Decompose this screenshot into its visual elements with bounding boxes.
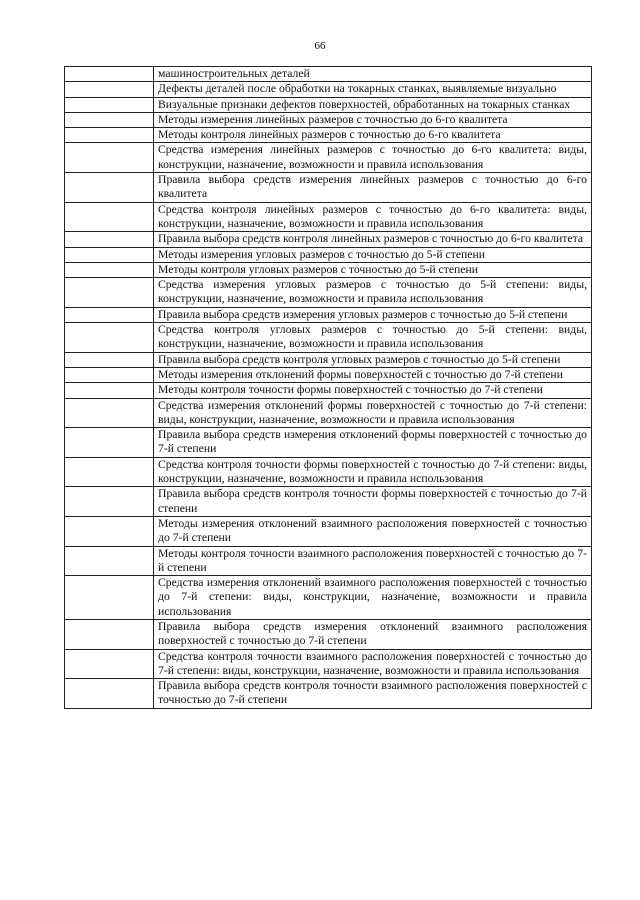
left-cell: [65, 97, 154, 112]
table-row: [65, 649, 592, 679]
left-cell: [65, 619, 154, 649]
left-cell: [65, 82, 154, 97]
left-cell: [65, 143, 154, 173]
left-cell: [65, 398, 154, 428]
table-row: [65, 173, 592, 203]
table-row: [65, 128, 592, 143]
row-text: Средства контроля угловых размеров с точностью до 5-й степени: виды, конструкции, назначение, возможности и правила использования: [154, 323, 592, 353]
table-row: [65, 576, 592, 620]
table-row: [65, 202, 592, 232]
table-row: [65, 679, 592, 709]
left-cell: [65, 67, 154, 82]
left-cell: [65, 307, 154, 322]
table-row: [65, 232, 592, 247]
left-cell: [65, 232, 154, 247]
left-cell: [65, 247, 154, 262]
row-text: Средства контроля точности взаимного расположения поверхностей с точностью до 7-й степени: виды, конструкции, назначение, возможности и правила использования: [154, 649, 592, 679]
left-cell: [65, 262, 154, 277]
left-cell: [65, 128, 154, 143]
knowledge-table: [64, 66, 592, 709]
table-body: [65, 67, 592, 709]
row-text: Средства контроля точности формы поверхностей с точностью до 7-й степени: виды, конструкции, назначение, возможности и правила использования: [154, 457, 592, 487]
table-row: [65, 323, 592, 353]
table-row: [65, 398, 592, 428]
table-row: [65, 112, 592, 127]
row-text: Правила выбора средств контроля линейных размеров с точностью до 6-го квалитета: [154, 232, 592, 247]
table-row: [65, 262, 592, 277]
table-row: [65, 487, 592, 517]
table-row: [65, 546, 592, 576]
left-cell: [65, 202, 154, 232]
row-text: Дефекты деталей после обработки на токарных станках, выявляемые визуально: [154, 82, 592, 97]
table-row: [65, 383, 592, 398]
table-row: [65, 307, 592, 322]
row-text: Правила выбора средств контроля точности формы поверхностей с точностью до 7-й степени: [154, 487, 592, 517]
row-text: Правила выбора средств измерения угловых размеров с точностью до 5-й степени: [154, 307, 592, 322]
left-cell: [65, 173, 154, 203]
table-row: [65, 278, 592, 308]
left-cell: [65, 679, 154, 709]
table-row: [65, 619, 592, 649]
row-text: Правила выбора средств измерения отклонений формы поверхностей с точностью до 7-й степени: [154, 428, 592, 458]
left-cell: [65, 487, 154, 517]
row-text: Средства измерения отклонений взаимного расположения поверхностей с точностью до 7-й степени: виды, конструкции, назначение, возможности и правила использования: [154, 576, 592, 620]
table-row: [65, 67, 592, 82]
row-text: Средства измерения отклонений формы поверхностей с точностью до 7-й степени: виды, конструкции, назначение, возможности и правила использования: [154, 398, 592, 428]
row-text: машиностроительных деталей: [154, 67, 592, 82]
table-row: [65, 428, 592, 458]
table-row: [65, 247, 592, 262]
row-text: Методы контроля точности взаимного расположения поверхностей с точностью до 7-й степени: [154, 546, 592, 576]
row-text: Средства измерения линейных размеров с точностью до 6-го квалитета: виды, конструкции, назначение, возможности и правила использования: [154, 143, 592, 173]
row-text: Методы контроля угловых размеров с точностью до 5-й степени: [154, 262, 592, 277]
row-text: Правила выбора средств измерения отклонений взаимного расположения поверхностей с точностью до 7-й степени: [154, 619, 592, 649]
row-text: Средства измерения угловых размеров с точностью до 5-й степени: виды, конструкции, назначение, возможности и правила использования: [154, 278, 592, 308]
left-cell: [65, 649, 154, 679]
row-text: Методы контроля линейных размеров с точностью до 6-го квалитета: [154, 128, 592, 143]
row-text: Правила выбора средств контроля точности взаимного расположения поверхностей с точностью до 7-й степени: [154, 679, 592, 709]
row-text: Методы контроля точности формы поверхностей с точностью до 7-й степени: [154, 383, 592, 398]
left-cell: [65, 352, 154, 367]
row-text: Методы измерения отклонений взаимного расположения поверхностей с точностью до 7-й степени: [154, 516, 592, 546]
left-cell: [65, 112, 154, 127]
left-cell: [65, 367, 154, 382]
left-cell: [65, 383, 154, 398]
left-cell: [65, 576, 154, 620]
table-row: [65, 367, 592, 382]
row-text: Методы измерения угловых размеров с точностью до 5-й степени: [154, 247, 592, 262]
row-text: Методы измерения линейных размеров с точностью до 6-го квалитета: [154, 112, 592, 127]
left-cell: [65, 546, 154, 576]
row-text: Визуальные признаки дефектов поверхностей, обработанных на токарных станках: [154, 97, 592, 112]
table-row: [65, 457, 592, 487]
table-row: [65, 82, 592, 97]
left-cell: [65, 516, 154, 546]
table-row: [65, 352, 592, 367]
left-cell: [65, 457, 154, 487]
table-row: [65, 97, 592, 112]
row-text: Методы измерения отклонений формы поверхностей с точностью до 7-й степени: [154, 367, 592, 382]
table-row: [65, 516, 592, 546]
table-row: [65, 143, 592, 173]
row-text: Средства контроля линейных размеров с точностью до 6-го квалитета: виды, конструкции, назначение, возможности и правила использования: [154, 202, 592, 232]
row-text: Правила выбора средств контроля угловых размеров с точностью до 5-й степени: [154, 352, 592, 367]
left-cell: [65, 428, 154, 458]
row-text: Правила выбора средств измерения линейных размеров с точностью до 6-го квалитета: [154, 173, 592, 203]
left-cell: [65, 323, 154, 353]
left-cell: [65, 278, 154, 308]
page-number: 66: [314, 40, 326, 52]
